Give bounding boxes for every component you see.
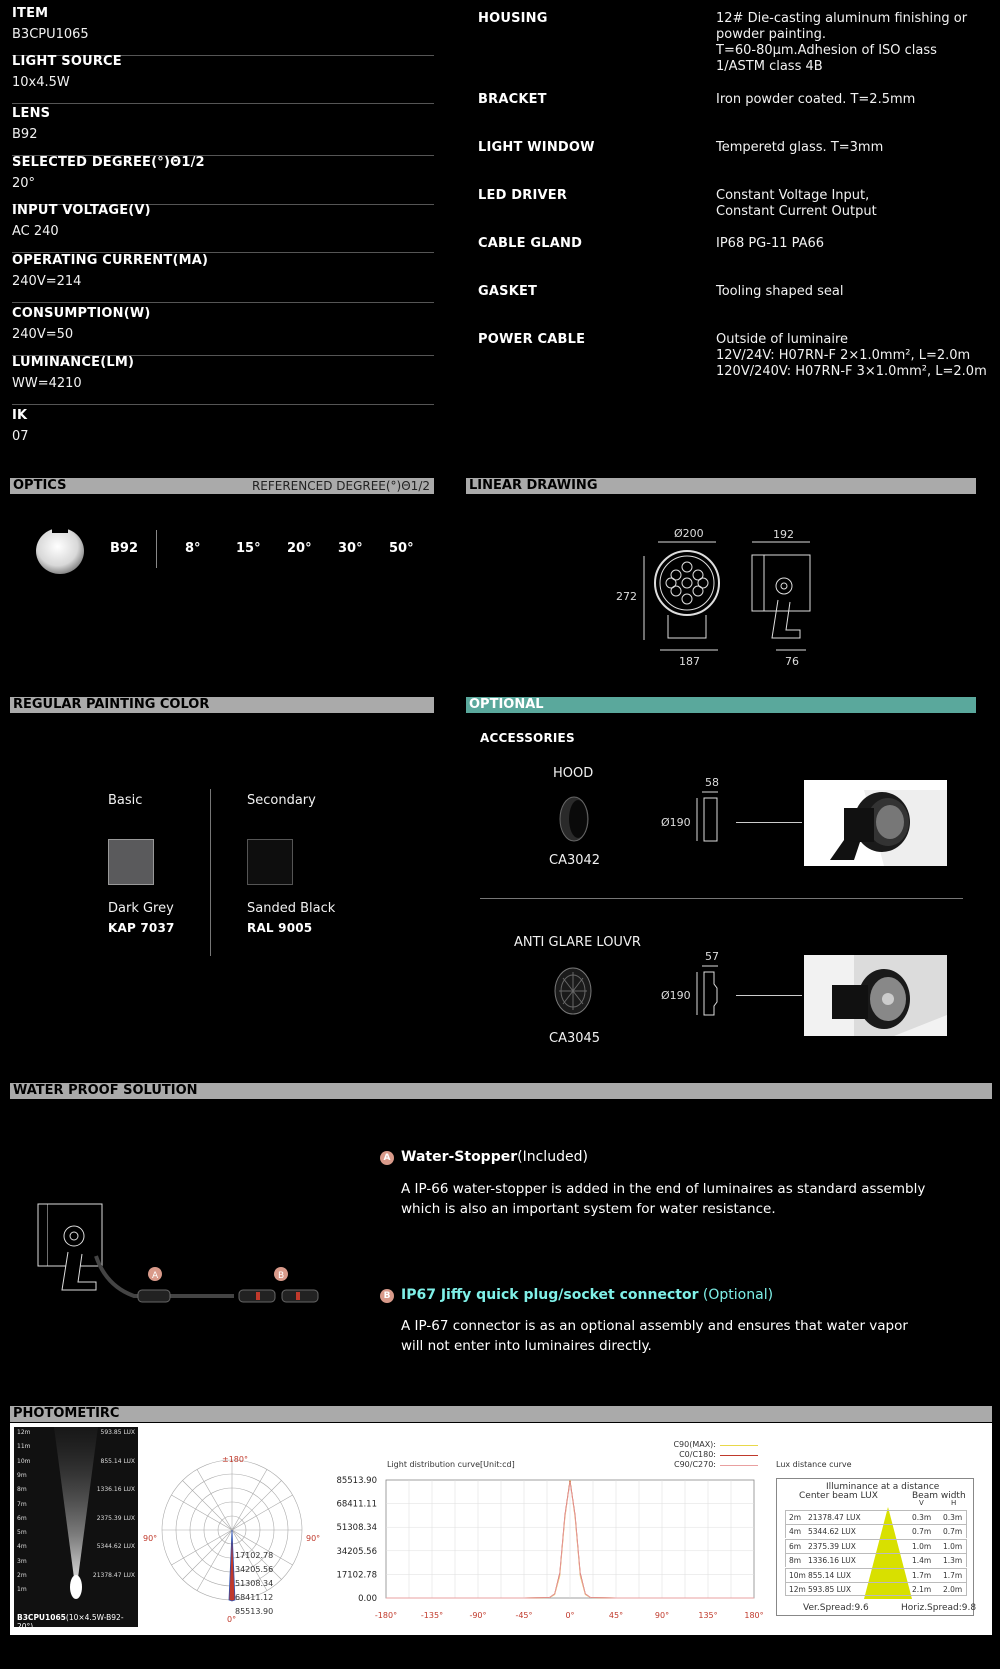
- louvre-diameter: Ø190: [661, 989, 691, 1002]
- degree-option: 20°: [287, 541, 312, 556]
- beam-distance: 8m: [17, 1486, 27, 1494]
- louvre-depth: 57: [705, 950, 719, 963]
- spec-label: CONSUMPTION(W): [12, 306, 151, 321]
- photometric-header: [10, 1406, 992, 1422]
- beam-distance: 7m: [17, 1500, 27, 1508]
- chart-x-tick: -90°: [469, 1611, 487, 1620]
- spec-value: B3CPU1065: [12, 27, 89, 42]
- lux-v-width: 1.0m: [912, 1541, 932, 1551]
- connector-text: A IP-67 connector is as an optional assembly and ensures that water vapor will not enter into luminaires directly.: [401, 1318, 908, 1354]
- chart-y-tick: 51308.34: [336, 1523, 377, 1534]
- polar-bottom-label: 0°: [227, 1615, 237, 1624]
- connector-suffix: (Optional): [698, 1287, 774, 1303]
- legend-swatch: [720, 1455, 758, 1456]
- accessories-heading: ACCESSORIES: [480, 731, 575, 745]
- chart-x-tick: 45°: [608, 1611, 624, 1620]
- material-label: POWER CABLE: [478, 332, 586, 347]
- lux-h-width: 1.3m: [943, 1556, 963, 1566]
- lux-distance: 10m: [789, 1570, 806, 1580]
- spec-label: IK: [12, 408, 28, 423]
- lux-h-width: 2.0m: [943, 1585, 963, 1594]
- material-value: Tooling shaped seal: [716, 284, 844, 299]
- beam-distance: 6m: [17, 1514, 27, 1522]
- beam-distance: 11m: [17, 1443, 31, 1451]
- accessory-divider: [480, 898, 963, 899]
- material-label: LED DRIVER: [478, 188, 568, 203]
- chart-x-tick: 90°: [654, 1611, 670, 1620]
- photometric-title: PHOTOMETIRC: [13, 1406, 120, 1421]
- spec-row: [12, 304, 434, 356]
- louvre-name: ANTI GLARE LOUVR: [514, 935, 641, 950]
- chart-y-tick: 85513.90: [336, 1476, 377, 1486]
- diagram-badge-b: B: [278, 1271, 285, 1281]
- lux-row: [785, 1582, 967, 1596]
- degree-option: 30°: [338, 541, 363, 556]
- secondary-heading: Secondary: [247, 793, 316, 808]
- chart-x-tick: -135°: [420, 1611, 444, 1620]
- lux-h-width: 1.7m: [943, 1570, 963, 1580]
- louvre-image: [551, 966, 595, 1016]
- water-stopper-heading: [401, 1149, 588, 1165]
- chart-y-tick: 68411.11: [336, 1499, 377, 1510]
- lux-distance: 12m: [789, 1585, 806, 1594]
- polar-value: 34205.56: [235, 1565, 274, 1574]
- lux-v-width: 1.4m: [912, 1556, 932, 1566]
- legend-label: C90(MAX):: [673, 1440, 716, 1449]
- basic-heading: Basic: [108, 793, 143, 808]
- basic-color-swatch: [108, 839, 154, 885]
- beam-distance: 1m: [17, 1586, 27, 1594]
- beam-distance: 12m: [17, 1429, 31, 1436]
- lux-row: [785, 1553, 967, 1567]
- louvre-code: CA3045: [549, 1031, 601, 1046]
- polar-chart: [152, 1440, 317, 1615]
- beam-lux-value: 1336.16 LUX: [96, 1486, 135, 1494]
- legend-label: C90/C270:: [673, 1460, 716, 1469]
- polar-top-label: ±180°: [222, 1455, 248, 1464]
- lux-row: [785, 1510, 967, 1524]
- beam-caption-item: B3CPU1065: [17, 1613, 66, 1622]
- dim-depth: 192: [773, 528, 794, 541]
- chart-y-tick: 0.00: [358, 1594, 377, 1604]
- hood-drawing: [694, 790, 720, 846]
- lux-distance: 4m: [789, 1527, 802, 1537]
- material-value: Temperetd glass. T=3mm: [716, 140, 884, 155]
- material-label: CABLE GLAND: [478, 236, 583, 251]
- chart-x-tick: 180°: [744, 1611, 764, 1620]
- beam-caption: [17, 1613, 138, 1631]
- hood-leader-line: [736, 822, 802, 823]
- chart-x-tick: 0°: [565, 1611, 575, 1620]
- spec-label: LIGHT SOURCE: [12, 54, 122, 69]
- beam-lux-value: 2375.39 LUX: [96, 1514, 135, 1522]
- lux-title: Lux distance curve: [776, 1460, 852, 1469]
- spec-label: SELECTED DEGREE(°)Θ1/2: [12, 155, 205, 170]
- spec-row: [12, 406, 434, 458]
- beam-distance: 9m: [17, 1471, 27, 1479]
- spec-value: WW=4210: [12, 376, 82, 391]
- material-label: HOUSING: [478, 11, 548, 26]
- spec-row: [12, 52, 434, 104]
- material-value: IP68 PG-11 PA66: [716, 236, 825, 251]
- spec-row: [12, 104, 434, 156]
- lux-center: 855.14 LUX: [808, 1570, 852, 1580]
- lux-center: 21378.47 LUX: [808, 1513, 861, 1522]
- diagram-badge-a: A: [152, 1271, 159, 1281]
- lux-col-center: Center beam LUX: [799, 1491, 878, 1501]
- lux-h-width: 0.3m: [943, 1513, 963, 1522]
- beam-distance: 10m: [17, 1457, 31, 1465]
- beam-distance: 3m: [17, 1557, 27, 1565]
- optics-divider: [156, 530, 157, 568]
- lux-h-width: 1.0m: [943, 1541, 963, 1551]
- lens-name: B92: [110, 541, 138, 556]
- material-value: Outside of luminaire 12V/24V: H07RN-F 2×1.0mm², L=2.0m 120V/240V: H07RN-F 3×1.0mm², L=2.0m: [716, 332, 987, 379]
- spec-value: B92: [12, 127, 38, 142]
- optional-header: [466, 697, 976, 713]
- badge-a: A: [380, 1151, 394, 1165]
- dim-width: 187: [679, 655, 700, 668]
- optics-header: [10, 478, 434, 494]
- water-stopper-text: A IP-66 water-stopper is added in the end of luminaires as standard assembly which is also an important system for water resistance.: [401, 1181, 926, 1217]
- dim-diameter: Ø200: [674, 527, 704, 540]
- beam-distance: 5m: [17, 1529, 27, 1537]
- legend-label: C0/C180:: [679, 1450, 716, 1459]
- water-stopper-suffix: (Included): [517, 1149, 588, 1165]
- chart-y-tick: 34205.56: [336, 1546, 377, 1557]
- spec-row: [12, 153, 434, 205]
- polar-value: 85513.90: [235, 1607, 274, 1616]
- material-label: BRACKET: [478, 92, 547, 107]
- polar-value: 51308.34: [235, 1579, 274, 1588]
- lux-hor-spread: Horiz.Spread:9.8: [901, 1603, 977, 1613]
- beam-lux-value: 855.14 LUX: [100, 1457, 135, 1465]
- beam-lux-value: 21378.47 LUX: [92, 1572, 135, 1579]
- material-label: GASKET: [478, 284, 538, 299]
- painting-title: REGULAR PAINTING COLOR: [13, 697, 210, 712]
- lux-v-width: 2.1m: [912, 1585, 932, 1594]
- hood-depth: 58: [705, 776, 719, 789]
- lux-h-width: 0.7m: [943, 1527, 963, 1537]
- chart-x-tick: -45°: [515, 1611, 533, 1620]
- secondary-color-name: Sanded Black: [247, 901, 336, 916]
- spec-label: INPUT VOLTAGE(V): [12, 203, 151, 218]
- spec-label: LENS: [12, 106, 51, 121]
- louvre-product-photo: [804, 955, 947, 1036]
- painting-header: [10, 697, 434, 713]
- lux-col-h: H: [951, 1499, 957, 1507]
- spec-value: 20°: [12, 176, 36, 191]
- lux-heading: Illuminance at a distance: [826, 1482, 940, 1492]
- hood-product-photo: [804, 780, 947, 866]
- lux-center: 2375.39 LUX: [808, 1541, 856, 1551]
- spec-value: 07: [12, 429, 29, 444]
- hood-code: CA3042: [549, 853, 601, 868]
- lux-ver-spread: Ver.Spread:9.6: [803, 1603, 869, 1613]
- spec-value: 10x4.5W: [12, 75, 70, 90]
- chart-x-tick: -180°: [374, 1611, 398, 1620]
- hood-image: [556, 794, 592, 844]
- lens-image: [34, 525, 86, 577]
- basic-color-code: KAP 7037: [108, 921, 175, 935]
- lux-center: 5344.62 LUX: [808, 1527, 856, 1537]
- beam-distance: 4m: [17, 1543, 27, 1551]
- lux-table: [776, 1478, 977, 1616]
- lux-center: 593.85 LUX: [808, 1585, 852, 1594]
- material-label: LIGHT WINDOW: [478, 140, 595, 155]
- spec-row: [12, 251, 434, 303]
- material-value: Iron powder coated. T=2.5mm: [716, 92, 916, 107]
- polar-right-label: 90°: [306, 1534, 321, 1543]
- linear-drawing-header: [466, 478, 976, 494]
- optics-title: OPTICS: [13, 478, 67, 493]
- legend-swatch: [720, 1445, 758, 1446]
- connector-title: IP67 Jiffy quick plug/socket connector: [401, 1287, 699, 1303]
- polar-left-label: 90°: [143, 1534, 158, 1543]
- chart-y-tick: 17102.78: [336, 1570, 377, 1581]
- spec-label: ITEM: [12, 6, 49, 21]
- lux-col-width: Beam width: [912, 1491, 966, 1501]
- lux-v-width: 1.7m: [912, 1570, 932, 1580]
- linear-drawing-title: LINEAR DRAWING: [469, 478, 598, 493]
- painting-divider: [210, 789, 211, 956]
- polar-value: 68411.12: [235, 1593, 274, 1602]
- beam-distance: 2m: [17, 1572, 27, 1579]
- lux-v-width: 0.3m: [912, 1513, 932, 1522]
- louvre-leader-line: [736, 995, 802, 996]
- lux-distance: 2m: [789, 1513, 802, 1522]
- degree-option: 15°: [236, 541, 261, 556]
- material-value: Constant Voltage Input, Constant Current Output: [716, 188, 877, 219]
- light-distribution-chart: [330, 1470, 770, 1630]
- dim-base: 76: [785, 655, 799, 668]
- spec-label: OPERATING CURRENT(MA): [12, 253, 209, 268]
- beam-image: [14, 1427, 138, 1631]
- louvre-drawing: [694, 964, 720, 1020]
- lux-col-v: V: [919, 1499, 924, 1507]
- spec-row: [12, 201, 434, 253]
- lux-row: [785, 1568, 967, 1582]
- optional-title: OPTIONAL: [469, 697, 544, 712]
- badge-b: B: [380, 1289, 394, 1303]
- waterproof-diagram: [34, 1196, 344, 1311]
- connector-heading: [401, 1287, 773, 1303]
- chart-title: Light distribution curve[Unit:cd]: [387, 1460, 515, 1469]
- beam-lux-value: 5344.62 LUX: [96, 1543, 135, 1551]
- spec-value: 240V=50: [12, 327, 74, 342]
- spec-value: 240V=214: [12, 274, 82, 289]
- spec-value: AC 240: [12, 224, 59, 239]
- optics-subtitle: REFERENCED DEGREE(°)Θ1/2: [251, 479, 430, 493]
- secondary-color-code: RAL 9005: [247, 921, 313, 935]
- legend-swatch: [720, 1465, 758, 1466]
- spec-label: LUMINANCE(LM): [12, 355, 135, 370]
- lux-row: [785, 1524, 967, 1538]
- hood-name: HOOD: [553, 766, 594, 781]
- dim-height: 272: [616, 590, 637, 603]
- waterproof-title: WATER PROOF SOLUTION: [13, 1083, 198, 1098]
- material-value: 12# Die-casting aluminum finishing or powder painting. T=60-80μm.Adhesion of ISO class 1/ASTM class 4B: [716, 11, 968, 74]
- lux-distance: 6m: [789, 1541, 802, 1551]
- lux-v-width: 0.7m: [912, 1527, 932, 1537]
- polar-value: 17102.78: [235, 1551, 274, 1560]
- beam-caption-spec: (10×4.5W-B92-20°): [17, 1613, 124, 1631]
- hood-diameter: Ø190: [661, 816, 691, 829]
- lux-distance: 8m: [789, 1556, 802, 1566]
- beam-lux-value: 593.85 LUX: [100, 1429, 135, 1436]
- chart-x-tick: 135°: [698, 1611, 718, 1620]
- water-stopper-title: Water-Stopper: [401, 1149, 518, 1165]
- lux-row: [785, 1539, 967, 1553]
- basic-color-name: Dark Grey: [108, 901, 174, 916]
- degree-option: 8°: [185, 541, 201, 556]
- secondary-color-swatch: [247, 839, 293, 885]
- spec-row: [12, 353, 434, 405]
- lux-center: 1336.16 LUX: [808, 1556, 856, 1566]
- degree-option: 50°: [389, 541, 414, 556]
- waterproof-header: [10, 1083, 992, 1099]
- spec-row: [12, 4, 434, 56]
